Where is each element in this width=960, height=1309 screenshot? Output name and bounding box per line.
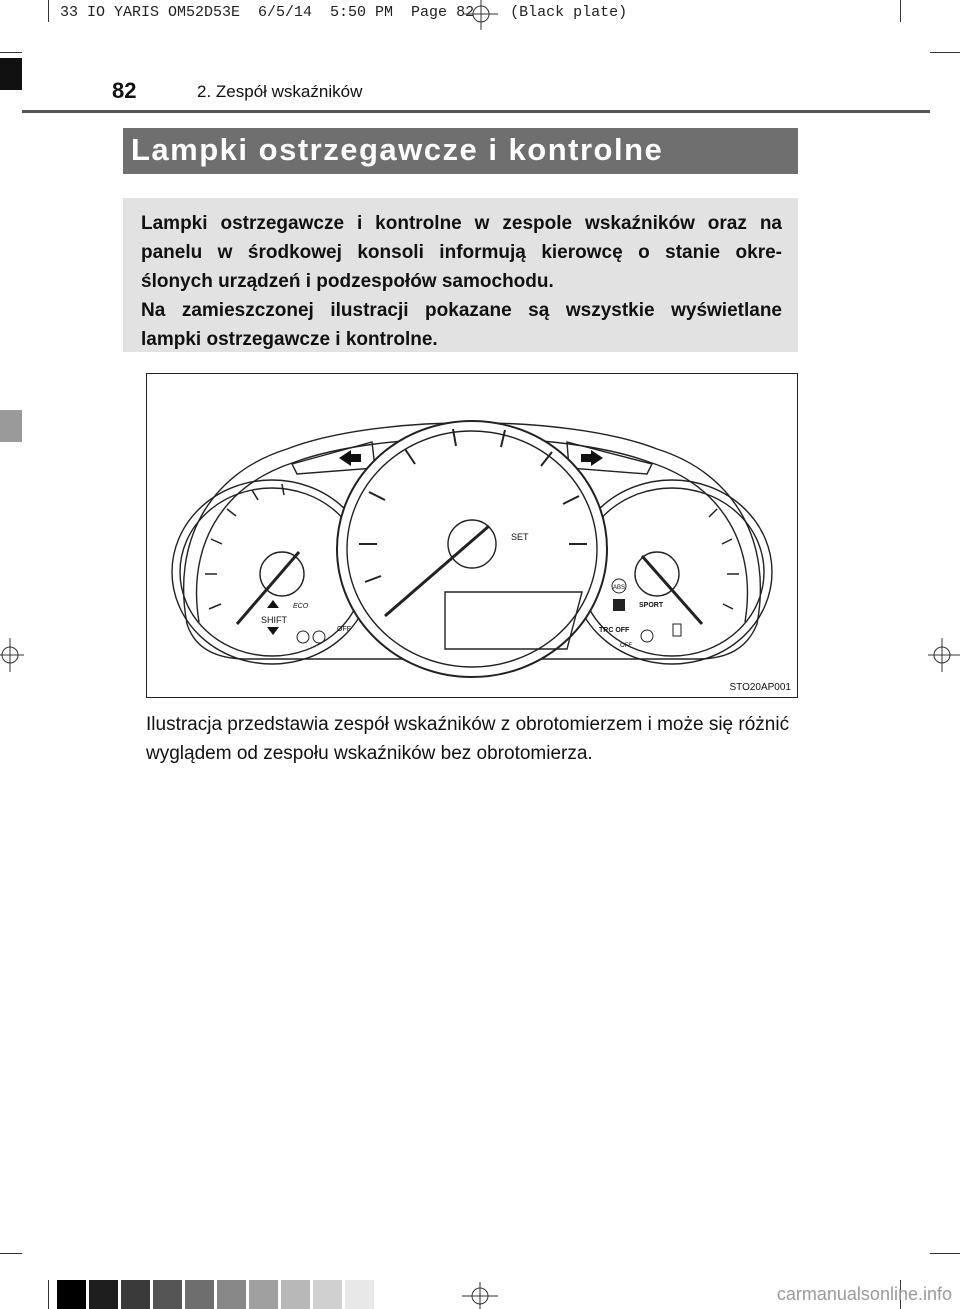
color-calibration-bar [57, 1280, 377, 1309]
registration-mark-icon [462, 1282, 498, 1309]
shift-up-icon [267, 600, 279, 608]
eco-label: ECO [293, 603, 309, 610]
shift-down-icon [267, 627, 279, 635]
color-swatch [57, 1280, 86, 1309]
crop-mark [48, 1280, 49, 1309]
speedometer-dial [337, 421, 607, 677]
turn-arrow-icon [581, 450, 603, 466]
registration-mark-icon [464, 0, 498, 30]
registration-mark-icon [0, 638, 24, 672]
indicator-lamp-icon [641, 630, 653, 642]
turn-arrow-icon [339, 450, 361, 466]
print-slug: 33 IO YARIS OM52D53E 6/5/14 5:50 PM Page 82 (Black plate) [60, 4, 628, 21]
instrument-cluster-illustration [147, 374, 797, 697]
section-title: Lampki ostrzegawcze i kontrolne [131, 132, 664, 167]
chapter-tab-marker [0, 410, 22, 442]
section-title-bar [123, 128, 798, 174]
traction-icon [613, 599, 625, 611]
page-number: 82 [112, 78, 137, 103]
trc-off-label: TRC OFF [599, 627, 630, 634]
color-swatch [313, 1280, 342, 1309]
color-swatch [345, 1280, 374, 1309]
color-swatch [121, 1280, 150, 1309]
intro-line: Lampki ostrzegawcze i kontrolne w zespole wskaźników oraz na [141, 213, 782, 234]
color-swatch [153, 1280, 182, 1309]
shift-label: SHIFT [261, 615, 287, 625]
indicator-lamp-icon [313, 631, 325, 643]
abs-label: ABS [613, 585, 626, 591]
left-turn-pod [292, 442, 375, 474]
intro-line: ślonych urządzeń i podzespołów samochodu. [141, 271, 554, 292]
color-swatch [185, 1280, 214, 1309]
crop-mark [48, 0, 49, 22]
registration-mark-icon [928, 638, 960, 672]
intro-line: panelu w środkowej konsoli informują kierowcę o stanie okre- [141, 242, 782, 263]
intro-line: lampki ostrzegawcze i kontrolne. [141, 329, 438, 350]
header-rule [22, 110, 930, 113]
color-swatch [217, 1280, 246, 1309]
figure-caption: Ilustracja przedstawia zespół wskaźników z obrotomierzem i może się różnić wyglądem od zespołu wskaźników bez obrotomierza. [146, 714, 790, 764]
crop-mark [0, 52, 22, 53]
fuel-pump-icon [673, 624, 681, 636]
off-label: OFF [620, 643, 632, 649]
a-off-label: OFF [337, 626, 351, 633]
instrument-cluster-figure [146, 373, 798, 698]
color-swatch [249, 1280, 278, 1309]
crop-mark [930, 52, 960, 53]
crop-mark [900, 0, 901, 22]
indicator-lamp-icon [297, 631, 309, 643]
intro-box [123, 198, 798, 352]
color-swatch [89, 1280, 118, 1309]
crop-mark [930, 1253, 960, 1254]
section-tab-marker [0, 58, 22, 90]
watermark: carmanualsonline.info [776, 1284, 952, 1304]
intro-line: Na zamieszczonej ilustracji pokazane są wszystkie wyświetlane [141, 300, 782, 321]
figure-code: STO20AP001 [729, 682, 791, 693]
sport-label: SPORT [639, 602, 664, 609]
crop-mark [0, 1253, 22, 1254]
chapter-title: 2. Zespół wskaźników [197, 82, 363, 101]
right-gauge-needle [642, 556, 702, 624]
set-label: SET [511, 532, 529, 542]
left-gauge-needle [237, 552, 299, 624]
color-swatch [281, 1280, 310, 1309]
